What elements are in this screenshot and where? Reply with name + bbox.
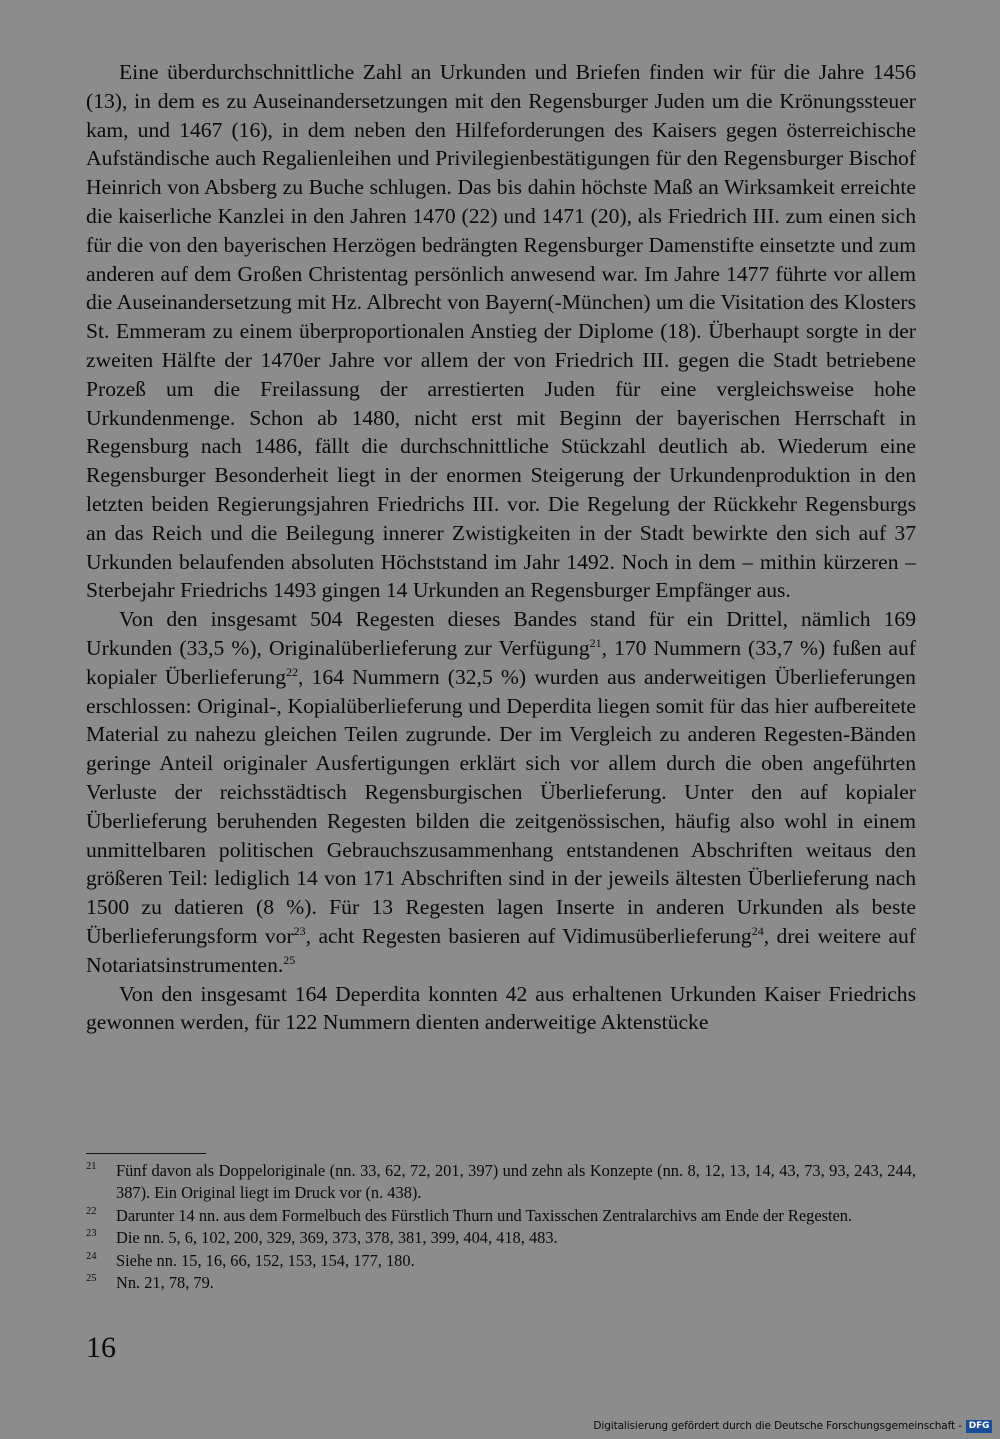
footnote-text: Darunter 14 nn. aus dem Formelbuch des Fürstlich Thurn und Taxisschen Zentralarchivs am Ende der Regesten. xyxy=(116,1205,853,1225)
footnote-ref-25: 25 xyxy=(283,952,296,967)
footnote-number: 25 xyxy=(86,1273,97,1285)
footnote-separator xyxy=(86,1153,206,1154)
digitization-credit xyxy=(593,1419,992,1433)
text-run: , 170 Nummern (33,7 %) fußen auf kopialer Überlieferung xyxy=(86,635,916,689)
body-text xyxy=(86,58,916,1037)
footnote-number: 23 xyxy=(86,1228,97,1240)
footnote-23 xyxy=(86,1227,916,1249)
footnote-ref-23: 23 xyxy=(293,923,306,938)
text-run: , 164 Nummern (32,5 %) wurden aus anderweitigen Überlieferungen erschlossen: Original-, Kopialüberlieferung und Deperdita liegen somit für das hier aufbereitete Material zu nahezu gleichen Teilen zugrunde. Der im Vergleich zu anderen Regesten-Bänden geringe Anteil originaler Ausfertigungen erklärt sich vor allem durch die oben angeführten Verluste der reichsstädtisch Regensburgischen Überlieferung. Unter den auf kopialer Überlieferung beruhenden Regesten bilden die zeitgenössischen, häufig also wohl in einem unmittelbaren politischen Gebrauchszusammenhang entstandenen Abschriften weitaus den größeren Teil: lediglich 14 von 171 Abschriften sind in der jeweils ältesten Überlieferung nach 1500 zu datieren (8 %). Für 13 Regesten lagen Inserte in anderen Urkunden als beste Überlieferungsform vor xyxy=(86,664,916,948)
credit-text: Digitalisierung gefördert durch die Deutsche Forschungsgemeinschaft - xyxy=(593,1420,962,1432)
footnote-text: Siehe nn. 15, 16, 66, 152, 153, 154, 177, 180. xyxy=(116,1250,415,1270)
footnote-text: Fünf davon als Doppeloriginale (nn. 33, 62, 72, 201, 397) und zehn als Konzepte (nn. 8, 12, 13, 14, 43, 73, 93, 243, 244, 387). Ein Original liegt im Druck vor (n. 438). xyxy=(116,1161,916,1203)
footnote-text: Die nn. 5, 6, 102, 200, 329, 369, 373, 378, 381, 399, 404, 418, 483. xyxy=(116,1228,558,1248)
footnotes xyxy=(86,1160,916,1294)
footnote-number: 24 xyxy=(86,1250,97,1262)
text-run: Von den insgesamt 164 Deperdita konnten 42 aus erhaltenen Urkunden Kaiser Friedrichs gewonnen werden, für 122 Nummern dienten anderweitige Aktenstücke xyxy=(86,981,916,1035)
paragraph-1 xyxy=(86,58,916,605)
footnote-ref-21: 21 xyxy=(589,635,602,650)
text-run: , drei weitere auf Notariatsinstrumenten. xyxy=(86,923,916,977)
dfg-logo-icon: DFG xyxy=(966,1420,992,1433)
footnote-number: 21 xyxy=(86,1161,97,1172)
paragraph-2 xyxy=(86,605,916,979)
footnote-ref-22: 22 xyxy=(286,664,298,679)
footnote-number: 22 xyxy=(86,1205,97,1217)
page-number: 16 xyxy=(86,1331,116,1364)
paragraph-3 xyxy=(86,980,916,1038)
text-run: Von den insgesamt 504 Regesten dieses Bandes stand für ein Drittel, nämlich 169 Urkunden (33,5 %), Originalüberlieferung zur Verfügung xyxy=(86,607,916,660)
text-run: , acht Regesten basieren auf Vidimusüberlieferung xyxy=(305,923,752,948)
footnote-24 xyxy=(86,1250,916,1272)
footnote-ref-24: 24 xyxy=(751,923,764,938)
footnote-22 xyxy=(86,1205,916,1227)
footnote-text: Nn. 21, 78, 79. xyxy=(116,1273,214,1293)
footnote-21 xyxy=(86,1160,916,1205)
text-run: Eine überdurchschnittliche Zahl an Urkunden und Briefen finden wir für die Jahre 1456 (13), in dem es zu Auseinandersetzungen mit den Regensburger Juden um die Krönungssteuer kam, und 1467 (16), in dem neben den Hilfeforderungen des Kaisers gegen österreichische Aufständische auch Regalienleihen und Privilegienbestätigungen für den Regensburger Bischof Heinrich von Absberg zu Buche schlugen. Das bis dahin höchste Maß an Wirksamkeit erreichte die kaiserliche Kanzlei in den Jahren 1470 (22) und 1471 (20), als Friedrich III. zum einen sich für die von den bayerischen Herzögen bedrängten Regensburger Damenstifte einsetzte und zum anderen auf dem Großen Christentag persönlich anwesend war. Im Jahre 1477 führte vor allem die Auseinandersetzung mit Hz. Albrecht von Bayern(-München) um die Visitation des Klosters St. Emmeram zu einem überproportionalen Anstieg der Diplome (18). Überhaupt sorgte in der zweiten Hälfte der 1470er Jahre vor allem der von Friedrich III. gegen die Stadt betriebene Prozeß um die Freilassung der arrestierten Juden für eine vergleichsweise hohe Urkundenmenge. Schon ab 1480, nicht erst mit Beginn der bayerischen Herrschaft in Regensburg nach 1486, fällt die durchschnittliche Stückzahl deutlich ab. Wiederum eine Regensburger Besonderheit liegt in der enormen Steigerung der Urkundenproduktion in den letzten beiden Regierungsjahren Friedrichs III. vor. Die Regelung der Rückkehr Regensburgs an das Reich und die Beilegung innerer Zwistigkeiten in der Stadt bewirkte den sich auf 37 Urkunden belaufenden absoluten Höchststand im Jahr 1492. Noch in dem – mithin kürzeren – Sterbejahr Friedrichs 1493 gingen 14 Urkunden an Regensburger Empfänger aus. xyxy=(86,60,916,603)
footnote-25 xyxy=(86,1272,916,1294)
